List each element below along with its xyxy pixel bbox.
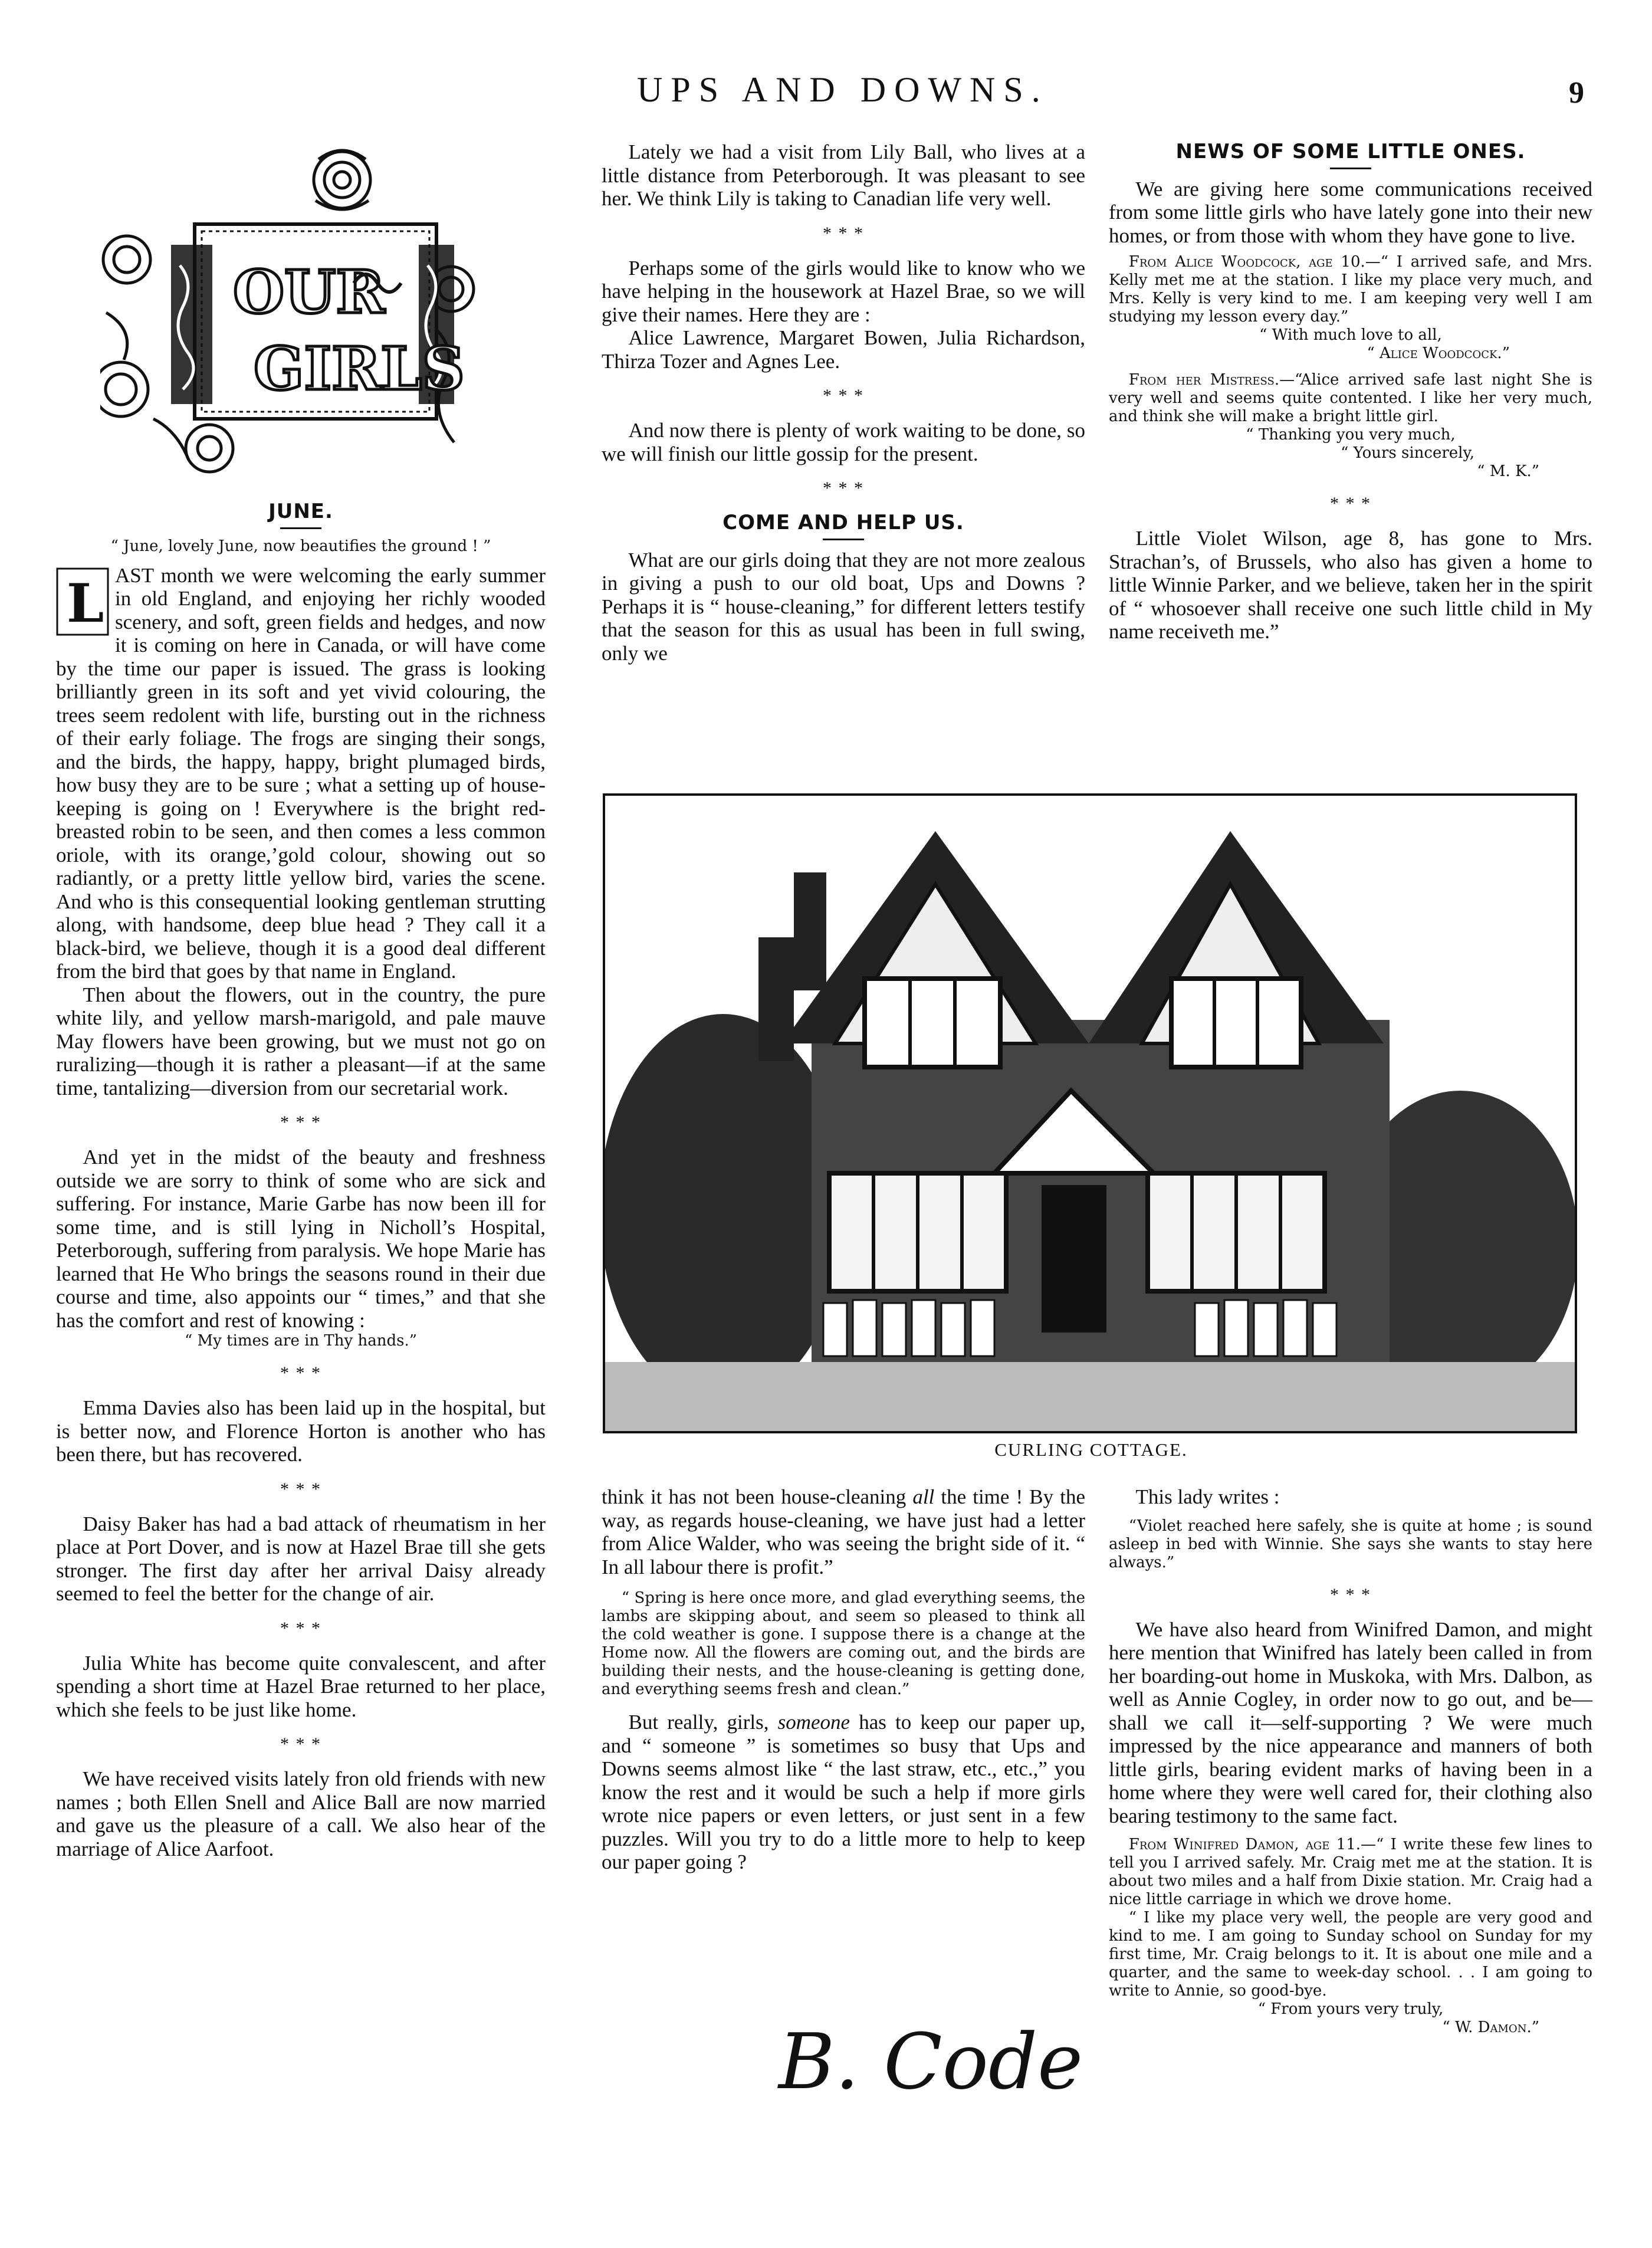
winifred-letter-close: “ From yours very truly, xyxy=(1257,2000,1444,2018)
section-stars: * * * xyxy=(280,1479,321,1499)
letter-mistress-close-1: “ Thanking you very much, xyxy=(1246,426,1456,444)
someone-text-b: has to keep our paper up, and “ someone ” is sometimes so busy that Ups and Downs seems almost like “ the last straw, etc., etc.,” you know the rest and it would be such a help if more girls wrote nice papers or even letters, or just sent in a few puzzles. Will you try to do a little more to help to keep our paper going ? xyxy=(602,1711,1085,1873)
letter-from-alice: From Alice Woodcock, age 10. xyxy=(1128,253,1365,271)
june-quote-times: “ My times are in Thy hands.” xyxy=(184,1332,418,1350)
come-and-help-heading: COME AND HELP US. xyxy=(722,511,964,534)
news-heading: NEWS OF SOME LITTLE ONES. xyxy=(1175,140,1526,163)
letter-alice-woodcock xyxy=(1109,253,1592,363)
june-paragraph-4: Emma Davies also has been laid up in the hospital, but is better now, and Florence Horton is another who has been there, but has recovered. xyxy=(56,1396,546,1466)
letter-from-mistress: From her Mistress. xyxy=(1128,371,1280,389)
someone-text-a: But really, girls, xyxy=(628,1711,778,1734)
heading-rule xyxy=(1330,168,1371,169)
column-3-top xyxy=(1109,136,1592,644)
alice-walder-letter xyxy=(602,1589,1085,1699)
heading-rule xyxy=(280,527,321,529)
column-1 xyxy=(56,495,546,1860)
violet-letter xyxy=(1109,1517,1592,1572)
june-paragraph-5: Daisy Baker has had a bad attack of rheumatism in her place at Port Dover, and is now at Hazel Brae till she gets stronger. The first day after her arrival Daisy already seemed to feel the better for the change of air. xyxy=(56,1512,546,1605)
drop-cap-letter: L xyxy=(67,572,104,635)
come-and-help-paragraph: What are our girls doing that they are not more zealous in giving a push to our old boat, Ups and Downs ? Perhaps it is “ house-cleaning,” for different letters testify that the season for this as usual has been in full swing, only we xyxy=(602,548,1085,665)
section-stars: * * * xyxy=(280,1112,321,1132)
june-heading: JUNE. xyxy=(268,500,333,523)
winifred-letter xyxy=(1109,1836,1592,2037)
section-stars: * * * xyxy=(280,1618,321,1638)
someone-emphasis: someone xyxy=(777,1711,850,1734)
letter-mistress-signature: “ M. K.” xyxy=(1477,462,1539,480)
someone-paragraph xyxy=(602,1711,1085,1874)
section-stars: * * * xyxy=(823,386,864,405)
winifred-letter-signature: “ W. Damon.” xyxy=(1442,2019,1539,2036)
june-paragraph-6: Julia White has become quite convalescent, and after spending a short time at Hazel Brae returned to her place, which she feels to be just like home. xyxy=(56,1651,546,1721)
violet-letter-quote: “Violet reached here safely, she is quite at home ; is sound asleep in bed with Winnie. She says she wants to stay here always.” xyxy=(1109,1517,1592,1571)
june-paragraph-7: We have received visits lately fron old friends with new names ; both Ellen Snell and Alice Ball are now married and gave us the pleasure of a call. We also hear of the marriage of Alice Aarfoot. xyxy=(56,1767,546,1860)
drop-cap-l xyxy=(56,567,109,636)
alice-walder-quote: “ Spring is here once more, and glad everything seems, the lambs are skipping about, and seem so pleased to think all the cold weather is gone. I suppose there is a change at the Home now. All the flowers are coming out, and the birds are building their nests, and the house-cleaning is getting done, and everything seems fresh and clean.” xyxy=(602,1589,1085,1698)
section-stars: * * * xyxy=(1330,494,1371,513)
curling-cottage-photo xyxy=(603,793,1577,1433)
finish-gossip-paragraph: And now there is plenty of work waiting to be done, so we will finish our little gossip for the present. xyxy=(602,419,1085,465)
letter-mistress xyxy=(1109,371,1592,481)
emblem-word-our: OUR xyxy=(233,257,385,327)
news-intro-paragraph: We are giving here some communications received from some little girls who have lately gone into their new homes, or from those with whom they have gone to live. xyxy=(1109,177,1592,247)
june-paragraph-1-text: AST month we were welcoming the early summer in old England, and enjoying her richly wooded scenery, and soft, green fields and hedges, and now it is coming on here in Canada, or will have come by the time our paper is issued. The grass is looking brilliantly green in its soft and yet vivid colouring, the trees seem redolent with life, bursting out in the richness of their early foliage. The frogs are singing their songs, and the birds, the happy, happy, bright plumaged birds, how busy they are to be sure ; what a setting up of house-keeping is going on ! Everywhere is the bright red-breasted robin to be seen, and then comes a less common oriole, with its orange,’gold colour, showing out so radiantly, or a pretty little yellow bird, varies the scene. And who is this consequential looking gentleman strutting along, with handsome, deep blue head ? They call it a black-bird, we believe, though it is a good deal different from the bird that goes by that name in England. xyxy=(56,563,546,983)
our-girls-emblem xyxy=(100,136,478,478)
page-number: 9 xyxy=(1569,76,1584,110)
section-stars: * * * xyxy=(823,478,864,498)
housework-names: Alice Lawrence, Margaret Bowen, Julia Richardson, Thirza Tozer and Agnes Lee. xyxy=(602,326,1085,373)
b-code-signature xyxy=(767,2000,1097,2118)
housecleaning-text-b: the time ! By the way, as regards house-cleaning, we have just had a letter from Alice Walder, who was seeing the bright side of it. “ In all labour there is profit.” xyxy=(602,1485,1085,1578)
running-title: UPS AND DOWNS. xyxy=(637,70,1049,109)
column-2-bottom xyxy=(602,1485,1085,1874)
june-paragraph-2: Then about the flowers, out in the country, the pure white lily, and yellow marsh-marigold, and pale mauve May flowers have been growing, but we must not go on ruralizing—though it is rather a pleasant—if at the same time, tantalizing—diversion from our secretarial work. xyxy=(56,983,546,1100)
housecleaning-paragraph xyxy=(602,1485,1085,1578)
letter-alice-text: —“ I arrived safe, and Mrs. Kelly met me at the station. I like my place very much, and Mrs. Kelly is very kind to me. I am keeping very well I am studying my lesson every day.” xyxy=(1109,253,1592,326)
letter-alice-signature: “ Alice Woodcock.” xyxy=(1367,344,1510,362)
winifred-letter-text-2: “ I like my place very well, the people are very good and kind to me. I am going to Sunday school on Sunday for my first time, Mr. Craig belongs to it. It is about one mile and a quarter, and the same to week-day school. . . I am going to write to Annie, so good-bye. xyxy=(1109,1909,1592,2000)
column-3-bottom xyxy=(1109,1485,1592,2037)
signature-text: B. Code xyxy=(779,2017,1083,2106)
housework-paragraph: Perhaps some of the girls would like to know who we have helping in the housework at Hazel Brae, so we will give their names. Here they are : xyxy=(602,256,1085,326)
june-paragraph-1 xyxy=(56,564,546,983)
section-stars: * * * xyxy=(280,1734,321,1754)
section-stars: * * * xyxy=(823,223,864,243)
winifred-letter-text: —“ I write these few lines to tell you I arrived safely. Mr. Craig met me at the station. It is about two miles and a half from Dixie station. Mr. Craig had a nice little carriage in which we drove home. xyxy=(1109,1836,1593,1908)
section-stars: * * * xyxy=(1330,1584,1371,1604)
lily-ball-paragraph: Lately we had a visit from Lily Ball, who lives at a little distance from Peterborough. It was pleasant to see her. We think Lily is taking to Canadian life very well. xyxy=(602,140,1085,210)
house-photo-illustration xyxy=(605,796,1575,1431)
winifred-letter-from: From Winifred Damon, age 11. xyxy=(1128,1836,1361,1853)
housecleaning-text-a: think it has not been house-cleaning xyxy=(602,1485,913,1508)
letter-mistress-text: —“Alice arrived safe last night She is very well and seems quite contented. I like her very much, and think she will make a bright little girl. xyxy=(1109,371,1592,425)
june-epigraph: “ June, lovely June, now beautifies the ground ! ” xyxy=(110,537,491,555)
floral-frame-illustration xyxy=(100,136,478,478)
photo-caption: CURLING COTTAGE. xyxy=(994,1439,1188,1460)
emblem-word-girls: GIRLS xyxy=(254,334,465,403)
letter-mistress-close-2: “ Yours sincerely, xyxy=(1341,444,1474,462)
column-2-top xyxy=(602,140,1085,665)
june-paragraph-3: And yet in the midst of the beauty and freshness outside we are sorry to think of some who are sick and suffering. For instance, Marie Garbe has now been ill for some time, and is still lying in Nicholl’s Hospital, Peterborough, suffering from paralysis. We hope Marie has learned that He Who brings the seasons round in their due course and time, also appoints our “ times,” and that she has the comfort and rest of knowing : xyxy=(56,1146,546,1332)
section-stars: * * * xyxy=(280,1363,321,1383)
page-header xyxy=(0,0,1652,136)
winifred-paragraph: We have also heard from Winifred Damon, and might here mention that Winifred has lately been called in from her boarding-out home in Muskoka, with Mrs. Dalbon, as well as Annie Cogley, in order now to go out, and be—shall we call it—self-supporting ? We were much impressed by the nice appearance and manners of both little girls, bearing evident marks of having been in a home where they were well cared for, their clothing also bearing testimony to the same fact. xyxy=(1109,1617,1592,1827)
violet-wilson-paragraph: Little Violet Wilson, age 8, has gone to Mrs. Strachan’s, of Brussels, who also has given a home to little Winnie Parker, and we believe, taken her in the spirit of “ whosoever shall receive one such little child in My name receiveth me.” xyxy=(1109,527,1592,643)
lady-writes: This lady writes : xyxy=(1135,1485,1280,1508)
letter-alice-close: “ With much love to all, xyxy=(1259,326,1442,344)
heading-rule xyxy=(823,539,864,540)
housecleaning-emphasis: all xyxy=(912,1485,935,1508)
